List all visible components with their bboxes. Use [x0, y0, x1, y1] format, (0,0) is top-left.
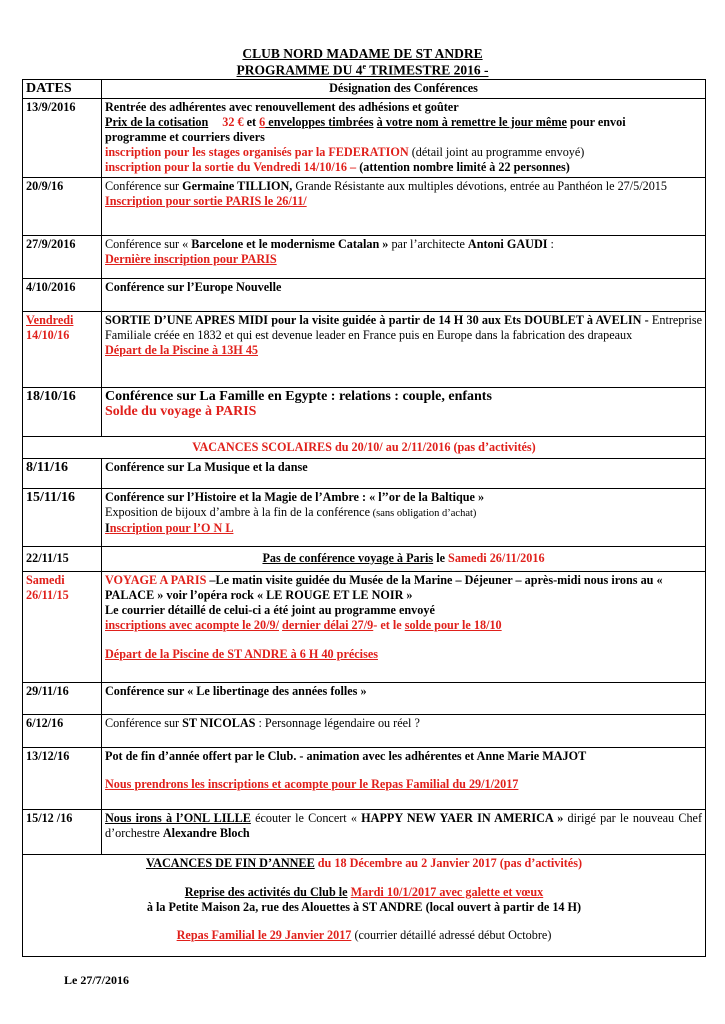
row-line: inscription pour les stages organisés par la FEDERATION (détail joint au programme envoyé): [105, 145, 585, 159]
row-content: [102, 572, 706, 683]
table-row: [23, 748, 706, 810]
row-content: Pas de conférence voyage à Paris le Samedi 26/11/2016: [102, 547, 706, 572]
row-line: Exposition de bijoux d’ambre à la fin de la conférence (sans obligation d’achat): [105, 505, 477, 519]
row-line: Prix de la cotisation 32 € et 6 enveloppes timbrées à votre nom à remettre le jour même pour envoi: [105, 115, 626, 129]
row-date: 13/12/16: [23, 748, 102, 810]
row-date: 20/9/16: [23, 178, 102, 236]
programme-table: [22, 79, 706, 957]
row-date: 27/9/2016: [23, 236, 102, 279]
row-content: [102, 99, 706, 178]
row-content: Conférence sur ST NICOLAS : Personnage légendaire ou réel ?: [102, 715, 706, 748]
row-content: [102, 748, 706, 810]
row-line: Nous prendrons les inscriptions et acompte pour le Repas Familial du 29/1/2017: [105, 777, 519, 791]
row-content: [102, 178, 706, 236]
row-line: Départ de la Piscine à 13H 45: [105, 343, 259, 357]
row-content: Conférence sur La Musique et la danse: [102, 459, 706, 489]
row-line: Conférence sur Germaine TILLION, Grande Résistante aux multiples dévotions, entrée au Panthéon le 27/5/2015: [105, 179, 667, 193]
table-row: [23, 388, 706, 437]
table-row: [23, 99, 706, 178]
row-line: Solde du voyage à PARIS: [105, 404, 257, 419]
table-row: [23, 715, 706, 748]
table-row: [23, 547, 706, 572]
row-date: 15/11/16: [23, 489, 102, 547]
closing-notice: [23, 855, 706, 957]
table-header-row: [23, 80, 706, 99]
table-row: [23, 683, 706, 715]
row-content: [102, 236, 706, 279]
row-date: 6/12/16: [23, 715, 102, 748]
header-dates: DATES: [23, 80, 102, 99]
row-date: 8/11/16: [23, 459, 102, 489]
row-date: 22/11/15: [23, 547, 102, 572]
row-date: 15/12 /16: [23, 810, 102, 855]
row-line: Conférence sur l’Histoire et la Magie de l’Ambre : « l’’or de la Baltique »: [105, 490, 485, 504]
row-date: 4/10/2016: [23, 279, 102, 312]
row-line: Repas Familial le 29 Janvier 2017 (courrier détaillé adressé début Octobre): [176, 928, 552, 942]
row-content: Conférence sur l’Europe Nouvelle: [102, 279, 706, 312]
row-content: Nous irons à l’ONL LILLE écouter le Concert « HAPPY NEW YAER IN AMERICA » dirigé par le nouveau Chef d’orchestre Alexandre Bloch: [102, 810, 706, 855]
row-content: [102, 388, 706, 437]
document-title: CLUB NORD MADAME DE ST ANDRE: [242, 46, 483, 61]
row-line: Pot de fin d’année offert par le Club. - animation avec les adhérentes et Anne Marie MAJOT: [105, 749, 587, 763]
table-row: [23, 312, 706, 388]
row-line: inscription pour la sortie du Vendredi 14/10/16 – (attention nombre limité à 22 personnes): [105, 160, 570, 174]
row-line: inscriptions avec acompte le 20/9/ dernier délai 27/9- et le solde pour le 18/10: [105, 618, 502, 632]
row-content: [102, 489, 706, 547]
table-row: [23, 489, 706, 547]
row-line: programme et courriers divers: [105, 130, 265, 144]
row-line: Dernière inscription pour PARIS: [105, 252, 277, 266]
table-row: [23, 855, 706, 957]
row-line: à la Petite Maison 2a, rue des Alouettes à ST ANDRE (local ouvert à partir de 14 H): [146, 900, 582, 914]
row-line: Conférence sur « Barcelone et le modernisme Catalan » par l’architecte Antoni GAUDI :: [105, 237, 554, 251]
table-row: [23, 572, 706, 683]
row-line: Rentrée des adhérentes avec renouvellement des adhésions et goûter: [105, 100, 459, 114]
row-line: VACANCES DE FIN D’ANNEE du 18 Décembre au 2 Janvier 2017 (pas d’activités): [145, 856, 583, 870]
row-date: 18/10/16: [23, 388, 102, 437]
row-line: Le courrier détaillé de celui-ci a été joint au programme envoyé: [105, 603, 435, 617]
row-date: Samedi 26/11/15: [23, 572, 102, 683]
row-date: 13/9/2016: [23, 99, 102, 178]
document-subtitle: PROGRAMME DU 4e TRIMESTRE 2016 -: [236, 62, 489, 78]
row-line: Conférence sur La Famille en Egypte : relations : couple, enfants: [105, 389, 492, 404]
row-line: Départ de la Piscine de ST ANDRE à 6 H 40 précises: [105, 647, 378, 661]
row-line: Inscription pour sortie PARIS le 26/11/: [105, 194, 307, 208]
table-row: [23, 437, 706, 459]
row-content: Conférence sur « Le libertinage des années folles »: [102, 683, 706, 715]
table-row: [23, 810, 706, 855]
row-line: SORTIE D’UNE APRES MIDI pour la visite guidée à partir de 14 H 30 aux Ets DOUBLET à AVELIN - Entreprise Familiale créée en 1832 et qui est devenue leader en France puis en Europe dans la fabrication des drapeaux: [105, 313, 702, 342]
table-row: [23, 236, 706, 279]
row-line: VOYAGE A PARIS –Le matin visite guidée du Musée de la Marine – Déjeuner – après-midi nous irons au « PALACE » voir l’opéra rock « LE ROUGE ET LE NOIR »: [105, 573, 663, 602]
header-designation: Désignation des Conférences: [102, 80, 706, 99]
row-date: Vendredi 14/10/16: [23, 312, 102, 388]
row-line: Inscription pour l’O N L: [105, 521, 234, 535]
table-row: [23, 459, 706, 489]
holiday-banner: VACANCES SCOLAIRES du 20/10/ au 2/11/2016 (pas d’activités): [23, 437, 706, 459]
document-date: Le 27/7/2016: [64, 973, 129, 987]
row-line: Reprise des activités du Club le Mardi 10/1/2017 avec galette et vœux: [184, 885, 544, 899]
row-date: 29/11/16: [23, 683, 102, 715]
row-content: [102, 312, 706, 388]
table-row: [23, 279, 706, 312]
table-row: [23, 178, 706, 236]
